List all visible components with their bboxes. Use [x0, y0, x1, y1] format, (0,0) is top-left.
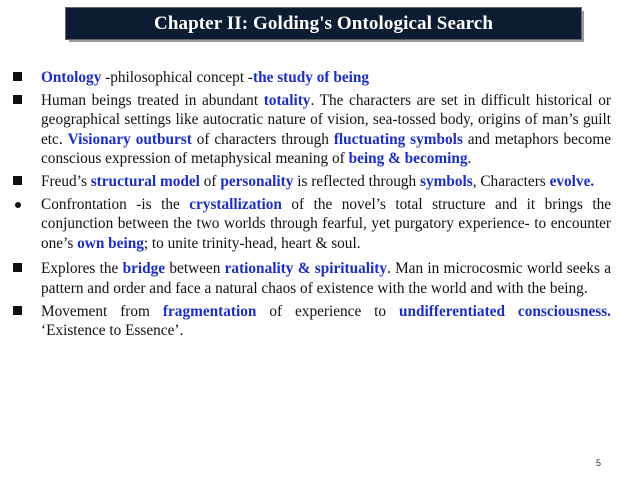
text: of the novel’s total structure and it brings the conjunction between the two worlds through fearful, yet purgatory experience- to encounter one’s	[41, 195, 612, 252]
text: Explores the	[41, 260, 123, 278]
keyword: Ontology	[41, 69, 102, 86]
square-bullet-icon	[13, 176, 22, 185]
bullet-item-ontology	[13, 68, 611, 88]
text: , Characters	[472, 172, 550, 190]
keyword: undifferentiated consciousness.	[399, 302, 611, 320]
text: Confrontation -is the	[41, 195, 190, 213]
slide-title-bar	[65, 7, 582, 40]
square-bullet-icon	[13, 72, 22, 81]
keyword: totality	[263, 91, 311, 109]
keyword: the study of being	[253, 69, 370, 86]
text: Human beings treated in abundant	[41, 91, 264, 109]
bullet-item-movement	[13, 302, 611, 341]
text: -philosophical concept -	[101, 69, 253, 86]
text: .	[467, 150, 472, 168]
keyword: personality	[220, 172, 294, 190]
text: between	[165, 260, 225, 278]
text: of characters through	[191, 130, 334, 148]
square-bullet-icon	[13, 306, 22, 315]
text: . The characters are set in difficult historical or geographical settings like autocratic nature of vision, sea-tossed body, origins of man’s guilt etc.	[41, 91, 612, 148]
text: ‘Existence to Essence’.	[41, 322, 184, 340]
text: is reflected through	[293, 172, 420, 190]
keyword: bridge	[122, 260, 166, 278]
text: and metaphors become conscious expression of metaphysical meaning of	[41, 130, 612, 168]
text: of experience to	[256, 302, 400, 320]
square-bullet-icon	[13, 263, 22, 272]
page-number: 5	[596, 458, 602, 468]
keyword: rationality & spirituality	[224, 260, 387, 278]
keyword: being & becoming	[348, 150, 468, 168]
keyword: structural model	[90, 172, 200, 190]
round-bullet-icon	[15, 202, 21, 208]
text: Movement from	[41, 302, 163, 320]
bullet-item-human-beings	[13, 91, 611, 169]
bullet-item-bridge	[13, 259, 611, 298]
slide-title: Chapter II: Golding's Ontological Search	[154, 12, 493, 34]
keyword: symbols	[420, 172, 473, 190]
text: . Man in microcosmic world seeks a pattern and order and face a natural chaos of existence with the world and with the being.	[41, 260, 611, 297]
bullet-list	[13, 68, 611, 344]
keyword: own being	[77, 234, 144, 252]
text: ; to unite trinity-head, heart & soul.	[143, 234, 361, 252]
text: Freud’s	[41, 172, 91, 190]
keyword: fragmentation	[162, 302, 257, 320]
keyword: Visionary outburst	[67, 130, 192, 148]
square-bullet-icon	[13, 95, 22, 104]
keyword: crystallization	[189, 195, 282, 213]
keyword: fluctuating symbols	[333, 130, 463, 148]
text: of	[199, 172, 221, 190]
keyword: evolve.	[549, 172, 595, 190]
bullet-item-freud	[13, 172, 611, 192]
bullet-item-confrontation	[13, 195, 611, 254]
